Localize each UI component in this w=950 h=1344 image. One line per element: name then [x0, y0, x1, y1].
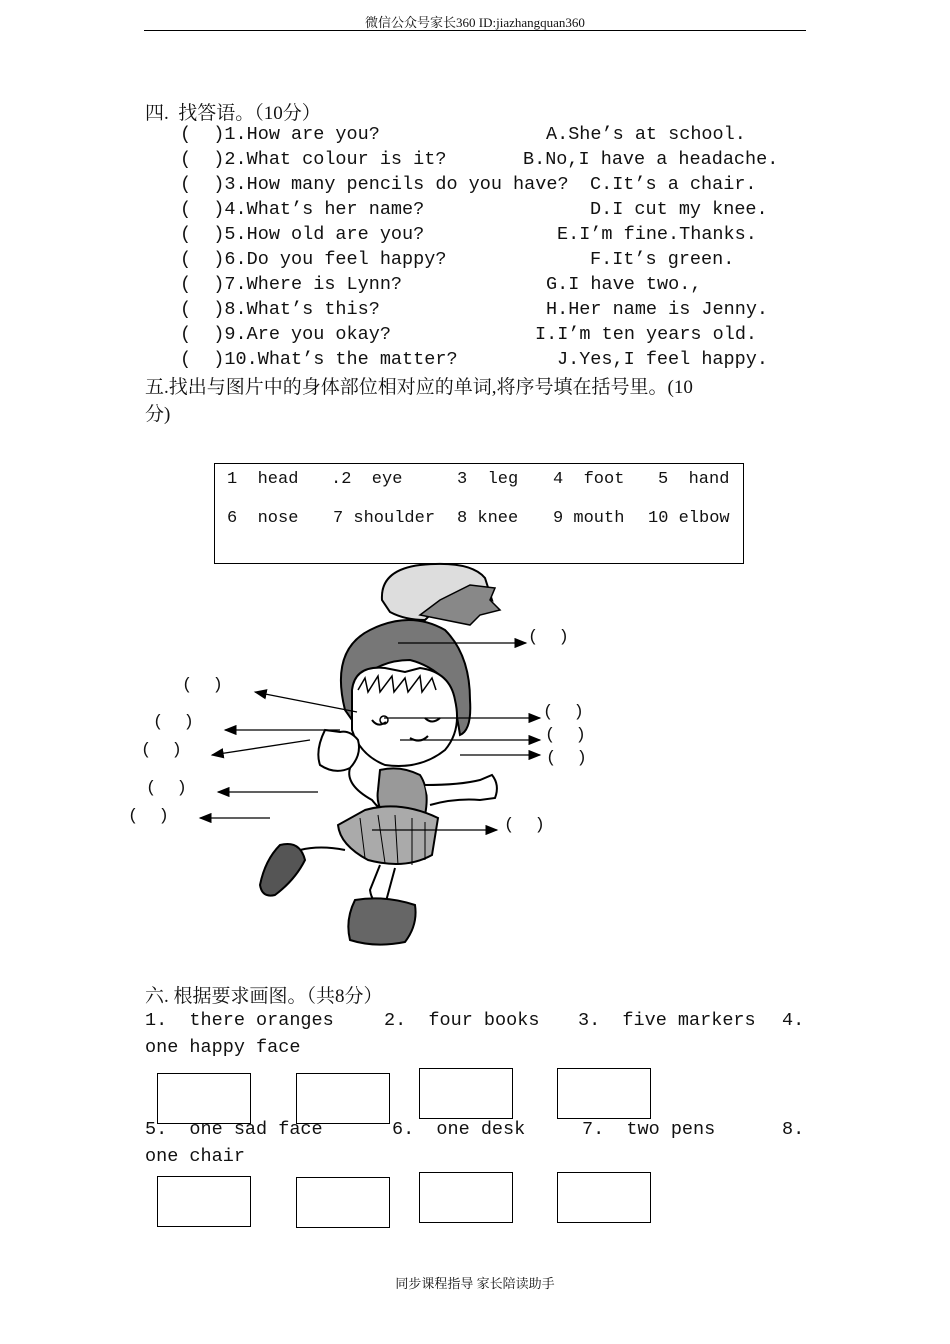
answer-h: H.Her name is Jenny. — [546, 299, 769, 320]
question-6: ( )6.Do you feel happy? — [180, 249, 447, 270]
answer-e: E.I’m fine.Thanks. — [557, 224, 757, 245]
bracket-8: ( ) — [146, 779, 187, 798]
word-bank-box — [214, 463, 744, 564]
draw-item-2: 2. four books — [384, 1010, 540, 1031]
draw-item-7: 7. two pens — [582, 1119, 716, 1140]
draw-box-4[interactable] — [557, 1068, 651, 1119]
word-hand: 5 hand — [658, 470, 730, 489]
section4-title: 四. 找答语。（10分） — [145, 103, 321, 124]
draw-item-4-text: one happy face — [145, 1037, 301, 1058]
answer-i: I.I’m ten years old. — [535, 324, 758, 345]
word-head: 1 head — [227, 470, 299, 489]
bracket-9: ( ) — [128, 807, 169, 826]
draw-box-3[interactable] — [419, 1068, 513, 1119]
section6-title: 六. 根据要求画图。（共8分） — [145, 986, 383, 1007]
bracket-6: ( ) — [141, 741, 182, 760]
draw-box-7[interactable] — [419, 1172, 513, 1223]
draw-box-2[interactable] — [296, 1073, 390, 1124]
answer-j: J.Yes,I feel happy. — [557, 349, 768, 370]
section5-title-line2: 分) — [145, 404, 171, 425]
word-nose: 6 nose — [227, 509, 299, 528]
bracket-5: ( ) — [545, 726, 586, 745]
answer-g: G.I have two., — [546, 274, 702, 295]
draw-item-8-text: one chair — [145, 1146, 245, 1167]
question-4: ( )4.What’s her name? — [180, 199, 425, 220]
question-1: ( )1.How are you? — [180, 124, 380, 145]
answer-d: D.I cut my knee. — [590, 199, 768, 220]
word-elbow: 10 elbow — [648, 509, 730, 528]
page-footer: 同步课程指导 家长陪读助手 — [395, 1276, 555, 1291]
question-5: ( )5.How old are you? — [180, 224, 425, 245]
draw-item-8-number: 8. — [782, 1119, 805, 1140]
bracket-1: ( ) — [528, 628, 569, 647]
word-shoulder: 7 shoulder — [333, 509, 436, 528]
answer-c: C.It’s a chair. — [590, 174, 757, 195]
word-foot: 4 foot — [553, 470, 625, 489]
draw-item-4-number: 4. — [782, 1010, 805, 1031]
question-9: ( )9.Are you okay? — [180, 324, 391, 345]
bracket-7: ( ) — [546, 749, 587, 768]
skirt-shape — [338, 806, 438, 864]
word-knee: 8 knee — [457, 509, 519, 528]
question-2: ( )2.What colour is it? — [180, 149, 447, 170]
draw-item-6: 6. one desk — [392, 1119, 526, 1140]
draw-item-5: 5. one sad face — [145, 1119, 323, 1140]
answer-f: F.It’s green. — [590, 249, 735, 270]
bracket-4: ( ) — [153, 713, 194, 732]
question-8: ( )8.What’s this? — [180, 299, 380, 320]
bracket-3: ( ) — [543, 703, 584, 722]
draw-box-5[interactable] — [157, 1176, 251, 1227]
question-10: ( )10.What’s the matter? — [180, 349, 458, 370]
bracket-2: ( ) — [182, 676, 223, 695]
draw-box-1[interactable] — [157, 1073, 251, 1124]
draw-item-3: 3. five markers — [578, 1010, 756, 1031]
draw-box-6[interactable] — [296, 1177, 390, 1228]
draw-box-8[interactable] — [557, 1172, 651, 1223]
section5-title-line1: 五.找出与图片中的身体部位相对应的单词,将序号填在括号里。(10 — [145, 377, 693, 398]
question-7: ( )7.Where is Lynn? — [180, 274, 403, 295]
word-mouth: 9 mouth — [553, 509, 625, 528]
left-skate-shape — [260, 844, 305, 896]
face-shape — [352, 668, 457, 766]
header-rule — [144, 30, 806, 31]
draw-item-1: 1. there oranges — [145, 1010, 334, 1031]
word-eye: .2 eye — [331, 470, 403, 489]
right-skate-shape — [348, 898, 415, 944]
word-leg: 3 leg — [457, 470, 519, 489]
hand-shape — [318, 730, 359, 771]
answer-b: B.No,I have a headache. — [523, 149, 779, 170]
question-3: ( )3.How many pencils do you have? — [180, 174, 569, 195]
bracket-10: ( ) — [504, 816, 545, 835]
answer-a: A.She’s at school. — [546, 124, 746, 145]
page-header: 微信公众号家长360 ID:jiazhangquan360 — [365, 15, 585, 30]
